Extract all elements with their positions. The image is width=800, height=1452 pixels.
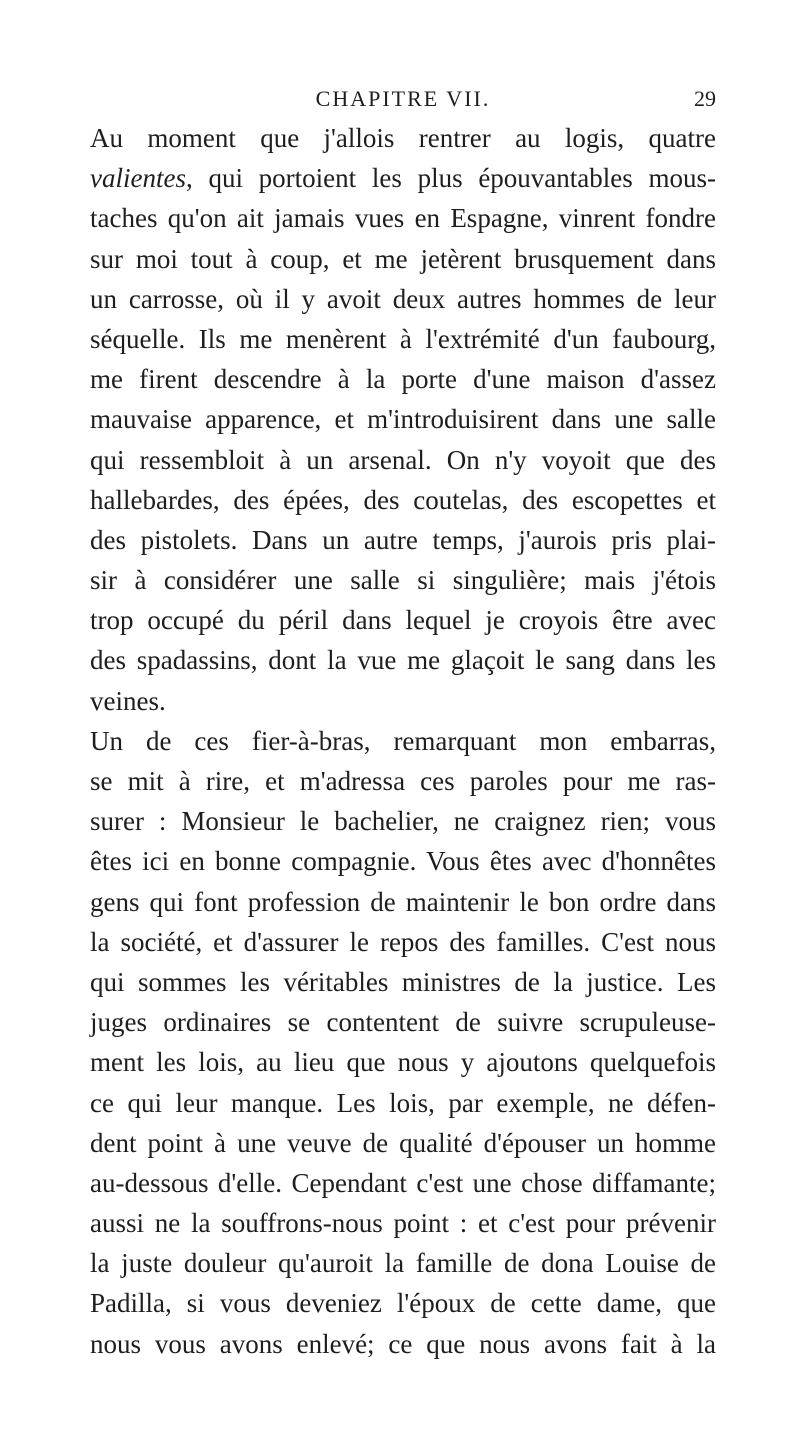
text-line: se mit à rire, et m'adressa ces paroles pour me ras-: [90, 766, 716, 796]
text-line: Un de ces fier-à-bras, remarquant mon embarras,: [90, 725, 716, 756]
page-number: 29: [694, 86, 716, 111]
text-line: des spadassins, dont la vue me glaçoit le sang dans les: [90, 645, 716, 676]
text-line: trop occupé du péril dans lequel je croyois être avec: [90, 605, 716, 636]
text-line: êtes ici en bonne compagnie. Vous êtes avec d'honnêtes: [90, 846, 716, 877]
text-line: sur moi tout à coup, et me jetèrent brusquement dans: [90, 243, 716, 274]
text-line: gens qui font profession de maintenir le bon ordre dans: [90, 886, 716, 917]
text-line: dent point à une veuve de qualité d'épouser un homme: [90, 1127, 716, 1158]
text-line: des pistolets. Dans un autre temps, j'aurois pris plai-: [90, 524, 716, 555]
text-line: un carrosse, où il y avoit deux autres hommes de leur: [90, 283, 716, 314]
text-line: Padilla, si vous deveniez l'époux de cette dame, que: [90, 1288, 716, 1319]
text-line: surer : Monsieur le bachelier, ne craignez rien; vous: [90, 806, 716, 837]
text-line: valientes, qui portoient les plus épouvantables mous-: [90, 163, 716, 194]
text-line: sir à considérer une salle si singulière; mais j'étois: [90, 565, 716, 596]
body-text: [90, 118, 716, 1364]
text-line: hallebardes, des épées, des coutelas, des escopettes et: [90, 484, 716, 515]
running-head: [90, 86, 716, 116]
text-line: me firent descendre à la porte d'une maison d'assez: [90, 364, 716, 395]
text-line: la juste douleur qu'auroit la famille de dona Louise de: [90, 1248, 716, 1279]
text-line: juges ordinaires se contentent de suivre scrupuleuse-: [90, 1007, 716, 1038]
text-line: nous vous avons enlevé; ce que nous avons fait à la: [90, 1328, 716, 1359]
text-line: taches qu'on ait jamais vues en Espagne, vinrent fondre: [90, 203, 716, 234]
running-title: CHAPITRE VII.: [315, 86, 491, 111]
text-line: séquelle. Ils me menèrent à l'extrémité d'un faubourg,: [90, 323, 716, 354]
text-line: ce qui leur manque. Les lois, par exemple, ne défen-: [90, 1087, 716, 1118]
text-line: aussi ne la souffrons-nous point : et c'est pour prévenir: [90, 1208, 716, 1239]
text-line: qui sommes les véritables ministres de la justice. Les: [90, 966, 716, 997]
text-line: Au moment que j'allois rentrer au logis, quatre: [90, 123, 716, 153]
text-line: veines.: [90, 685, 166, 716]
text-line: mauvaise apparence, et m'introduisirent dans une salle: [90, 404, 716, 435]
text-line: qui ressembloit à un arsenal. On n'y voyoit que des: [90, 444, 716, 475]
text-line: ment les lois, au lieu que nous y ajoutons quelquefois: [90, 1047, 716, 1078]
text-line: au-dessous d'elle. Cependant c'est une chose diffamante;: [90, 1167, 716, 1198]
text-line: la société, et d'assurer le repos des familles. C'est nous: [90, 926, 716, 957]
